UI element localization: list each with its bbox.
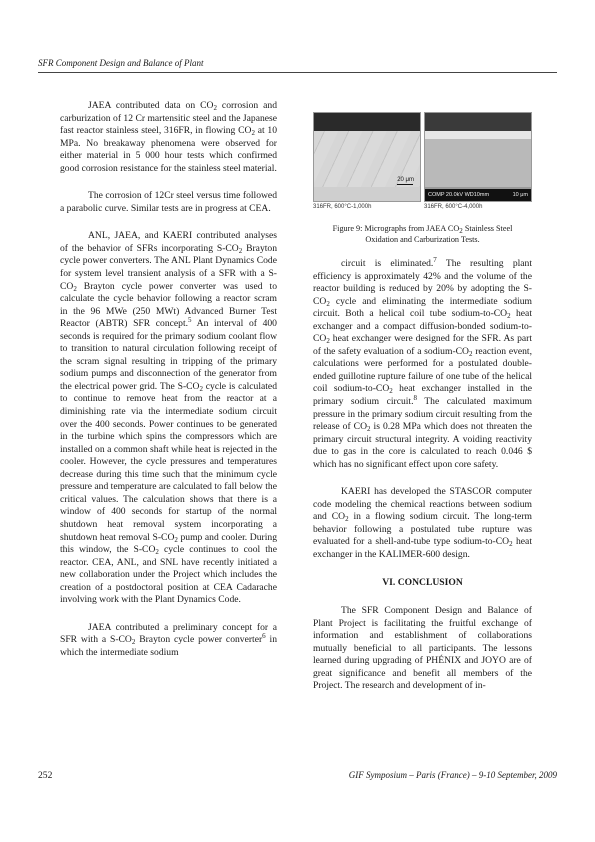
scale-bar-a: 20 μm	[397, 177, 414, 183]
micrograph-label-4000h: 316FR, 600°C-4,000h	[424, 204, 483, 210]
sem-info-strip: COMP 20.0kV WD10mm 10 μm	[425, 189, 531, 201]
right-column	[313, 258, 532, 708]
paragraph-plant-dynamics: ANL, JAEA, and KAERI contributed analyses of the behavior of SFRs incorporating $S-CO_2$ Brayton cycle power converters. The ANL Plant Dynamics Code for system level transient analysis of a SFR with a $S-CO_2$ Brayton cycle power converter was used to calculate the cycle behavior following a reactor scram in the 96 MWe (250 MWt) Advanced Burner Test Reactor (ABTR) SFR concept.$^5$ An interval of 400 seconds is required for the primary sodium coolant flow to transition to natural circulation following receipt of the scram signal resulting in tripping of the primary sodium pumps and disconnection of the generator from the electrical power grid. The $S-CO_2$ cycle is calculated to continue to remove heat from the reactor at a diminishing rate via the intermediate sodium circuit over the 400 seconds. Power continues to be generated in the turbine which spins the compressors which are installed on a common shaft while heat is rejected in the cooler. However, the cycle pressures and temperatures decrease during this time such that the minimum cycle pressure and temperature are calculated to fall below the critical values. The calculation shows that there is a window of 400 seconds for startup of the normal shutdown heat removal system incorporating a shutdown heat removal $S-CO_2$ pump and cooler. During this window, the $S-CO_2$ cycle continues to cool the reactor. CEA, ANL, and SNL have recently initiated a new collaboration under the Project which includes the creation of a postdoctoral position at CEA Cadarache involving work with the Plant Dynamics Code.	[60, 230, 277, 606]
running-header: SFR Component Design and Balance of Plant	[38, 58, 204, 68]
header-rule	[38, 72, 557, 73]
footer-venue: GIF Symposium – Paris (France) – 9-10 September, 2009	[348, 770, 557, 780]
paragraph-stascor: KAERI has developed the STASCOR computer code modeling the chemical reactions between sodium and $CO_2$ in a flowing sodium circuit. The long-term behavior following a postulated tube rupture was evaluated for a shell-and-tube type sodium-$to-CO_2$ heat exchanger in the KALIMER-600 design.	[313, 486, 532, 561]
paragraph-conclusion: The SFR Component Design and Balance of Plant Project is facilitating the fruitful exchange of information and establishment of collaborations mutually beneficial to all participants. The lessons learned during upgrading of PHÉNIX and JOYO are of great significance and benefit all members of the Project. The research and development of in-	[313, 605, 532, 692]
paragraph-jaea-concept: JAEA contributed a preliminary concept for a SFR with a $S-CO_2$ Brayton cycle power converter$^6$ in which the intermediate sodium	[60, 621, 277, 658]
micrograph-4000h	[424, 112, 532, 202]
page-number: 252	[38, 770, 53, 781]
paragraph-plant-efficiency: circuit is eliminated.$^7$ The resulting plant efficiency is approximately 42% and the volume of the reactor building is reduced by 20% by adopting the $S-CO_2$ cycle and eliminating the intermediate sodium circuit. Both a helical coil tube sodium-$to-CO_2$ heat exchanger and a compact diffusion-bonded sodium-$to-CO_2$ heat exchanger were designed for the SFR. As part of the safety evaluation of a sodium-$CO_2$ reaction event, calculations were performed for a postulated double-ended guillotine rupture failure of one tube of the helical coil sodium-$to-CO_2$ heat exchanger installed in the primary sodium circuit.$^8$ The calculated maximum pressure in the primary sodium circuit resulting from the release of $CO_2$ is 0.28 MPa which does not threaten the primary circuit structural integrity. A voiding reactivity due to gas in the core is calculated to reach 0.046 $ which has no significant effect upon core safety.	[313, 256, 532, 470]
paragraph-co2-corrosion: JAEA contributed data on $CO_2$ corrosion and carburization of 12 Cr martensitic steel and the Japanese fast reactor stainless steel, 316FR, in flowing $CO_2$ at 10 MPa. No breakaway phenomena were observed for either material in 5 000 hour tests which confirmed good corrosion resistance for the stainless steel material.	[60, 100, 278, 174]
figure-9	[313, 112, 532, 245]
section-heading-conclusion: VI. CONCLUSION	[382, 576, 463, 588]
paragraph-12cr-corrosion: The corrosion of 12Cr steel versus time followed a parabolic curve. Similar tests are in progress at CEA.	[60, 190, 277, 214]
figure-caption: Figure 9: Micrographs from JAEA $CO_2$ Stainless Steel Oxidation and Carburization Tests.	[332, 224, 513, 244]
left-column	[60, 100, 277, 674]
micrograph-label-1000h: 316FR, 600°C-1,000h	[313, 204, 372, 210]
micrograph-1000h	[313, 112, 421, 202]
